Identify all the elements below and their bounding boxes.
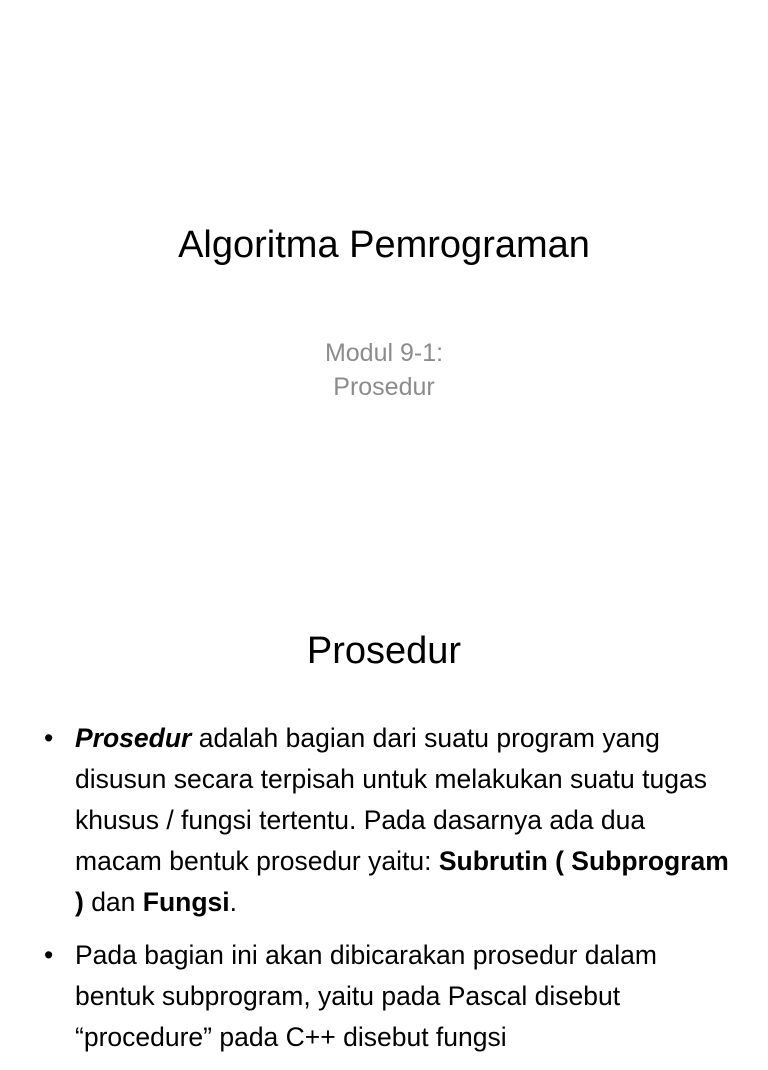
subprogram-text: Pada bagian ini akan dibicarakan prosedur dalam bentuk subprogram, yaitu pada Pascal disebut “procedure” pada C++ disebut fungsi <box>75 940 657 1052</box>
connector-text: dan <box>83 887 143 917</box>
slide-title: Algoritma Pemrograman <box>178 224 590 266</box>
slide-subtitle <box>0 336 768 404</box>
definition-text: adalah bagian dari suatu program yang disusun secara terpisah untuk melakukan suatu tugas khusus / fungsi tertentu. Pada dasarnya ada dua macam bentuk prosedur yaitu: <box>75 723 707 876</box>
subtitle-line-topic: Prosedur <box>333 373 435 401</box>
bullet-list <box>44 718 734 1070</box>
content-slide <box>0 576 768 1052</box>
subtitle-line-module: Modul 9-1: <box>324 339 444 367</box>
bullet-item-subprogram <box>44 935 734 1058</box>
bullet-marker: • <box>44 723 54 753</box>
period-text: . <box>229 887 238 917</box>
bullet-item-definition <box>44 718 734 923</box>
term-prosedur: Prosedur <box>75 723 192 753</box>
term-fungsi: Fungsi <box>142 887 230 917</box>
content-slide-title: Prosedur <box>306 630 462 672</box>
term-subrutin: Subrutin ( Subprogram ) <box>75 846 729 917</box>
bullet-marker: • <box>44 940 54 970</box>
